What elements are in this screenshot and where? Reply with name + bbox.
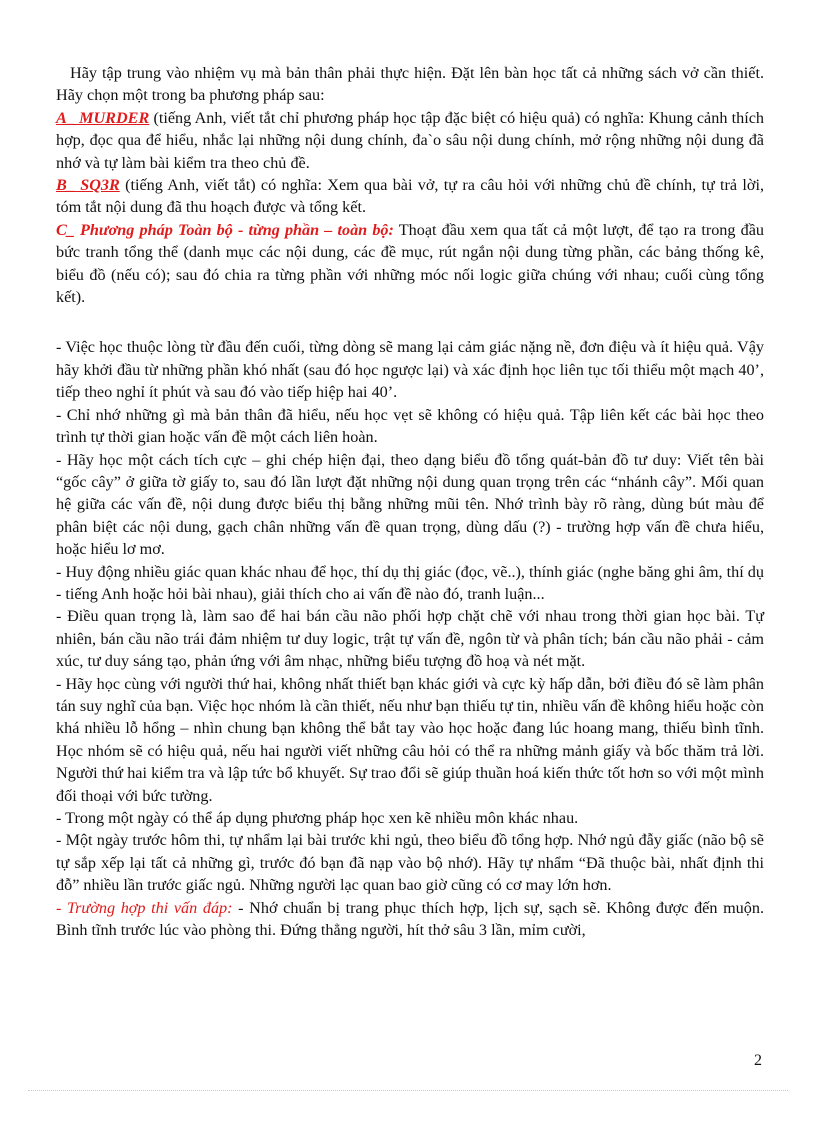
tip-paragraph: - Hãy học cùng với người thứ hai, không nhất thiết bạn khác giới và cực kỳ hấp dẫn, bởi điều đó sẽ làm phân tán suy nghĩ của bạn. Việc học nhóm là cần thiết, nếu như bạn thiếu tự tin, nhiều vấn đề không hiểu hoặc còn khá nhiều lỗ hổng – nhìn chung bạn không thể bắt tay vào học hoặc đang lúc hoang mang, thiếu bình tĩnh. Học nhóm sẽ có hiệu quả, nếu hai người viết những câu hỏi có thể ra những mảnh giấy và bốc thăm trả lời. Người thứ hai kiểm tra và lập tức bổ khuyết. Sự trao đổi sẽ giúp thuần hoá kiến thức tốt hơn so với một mình đối thoại với bức tường. bbox=[56, 674, 764, 805]
oral-exam-text: - Nhớ chuẩn bị trang phục thích hợp, lịch sự, sạch sẽ. Không được đến muộn. Bình tĩnh trước lúc vào phòng thi. Đứng thẳng người, hít thở sâu 3 lần, mỉm cười, bbox=[56, 898, 764, 940]
method-a-label: A_ MURDER bbox=[56, 108, 150, 127]
method-a-paragraph bbox=[56, 107, 764, 174]
method-c-text: Thoạt đầu xem qua tất cả một lượt, để tạo ra trong đầu bức tranh tổng thể (danh mục các nội dung, các đề mục, rút ngắn nội dung từng phần, các bảng thống kê, biểu đồ (nếu có); sau đó chia ra từng phần với những móc nối logic giữa chúng với nhau; cuối cùng tổng kết). bbox=[56, 220, 765, 307]
method-c-label: C_ Phương pháp Toàn bộ - từng phần – toàn bộ: bbox=[56, 220, 394, 239]
method-a-text: (tiếng Anh, viết tắt chỉ phương pháp học tập đặc biệt có hiệu quả) có nghĩa: Khung cảnh thích hợp, đọc qua để hiểu, nhắc lại những nội dung chính, đa`o sâu nội dung chính, mở rộng những nội dung đã nhớ và tự làm bài kiểm tra theo chủ đề. bbox=[56, 108, 765, 172]
tip-paragraph: - Điều quan trọng là, làm sao để hai bán cầu não phối hợp chặt chẽ với nhau trong thời gian học bài. Tự nhiên, bán cầu não trái đảm nhiệm tư duy logic, trật tự vấn đề, ngôn từ và phân tích; bán cầu não phải - cảm xúc, tư duy sáng tạo, phản ứng với âm nhạc, những biểu tượng đồ hoạ và nét mặt. bbox=[56, 607, 764, 671]
method-b-label: B_ SQ3R bbox=[56, 176, 120, 195]
tip-paragraph: - Huy động nhiều giác quan khác nhau để học, thí dụ thị giác (đọc, vẽ..), thính giác (nghe băng ghi âm, thí dụ - tiếng Anh hoặc hỏi bài nhau), giải thích cho ai vấn đề nào đó, tranh luận... bbox=[56, 562, 764, 603]
tip-paragraph: - Chỉ nhớ những gì mà bản thân đã hiểu, nếu học vẹt sẽ không có hiệu quả. Tập liên kết các bài học theo trình tự thời gian hoặc vấn đề một cách liên hoàn. bbox=[56, 405, 764, 447]
intro-paragraph: Hãy tập trung vào nhiệm vụ mà bản thân phải thực hiện. Đặt lên bàn học tất cả những sách vở cần thiết. Hãy chọn một trong ba phương pháp sau: bbox=[56, 64, 764, 105]
tip-paragraph: - Hãy học một cách tích cực – ghi chép hiện đại, theo dạng biểu đồ tổng quát-bản đồ tư duy: Viết tên bài “gốc cây” ở giữa tờ giấy to, sau đó lần lượt đặt những nội dung quan trọng trên các “nhánh cây”. Mối quan hệ giữa các vấn đề, nội dung được biểu thị bằng những mũi tên. Nhớ trình bày rõ ràng, dùng bút màu để phân biệt các nội dung, gạch chân những vấn đề quan trọng, dùng dấu (?) - trường hợp vấn đề chưa hiểu, hoặc hiểu lơ mơ. bbox=[56, 450, 764, 559]
document-body bbox=[56, 62, 764, 941]
tip-paragraph: - Một ngày trước hôm thi, tự nhẩm lại bài trước khi ngủ, theo biểu đồ tổng hợp. Nhớ ngủ đẫy giấc (não bộ sẽ tự sắp xếp lại tất cả những gì, trước đó bạn đã nạp vào bộ nhớ). Hãy tự nhẩm “Đã thuộc bài, nhất định thi đỗ” nhiều lần trước giấc ngủ. Những người lạc quan bao giờ cũng có cơ may lớn hơn. bbox=[56, 831, 764, 895]
method-c-paragraph bbox=[56, 219, 764, 309]
footer-divider bbox=[28, 1090, 788, 1091]
page-number: 2 bbox=[754, 1052, 762, 1069]
paragraph-gap bbox=[56, 308, 764, 336]
oral-exam-label: - Trường hợp thi vấn đáp: bbox=[56, 898, 233, 917]
tip-paragraph: - Việc học thuộc lòng từ đầu đến cuối, từng dòng sẽ mang lại cảm giác nặng nề, đơn điệu và ít hiệu quả. Vậy hãy khởi đầu từ những phần khó nhất (sau đó học ngược lại) và xác định học liên tục tối thiểu một mạch 40’, tiếp theo nghỉ ít phút và sau đó vào tiếp hiệp hai 40’. bbox=[56, 338, 764, 402]
tip-paragraph: - Trong một ngày có thể áp dụng phương pháp học xen kẽ nhiều môn khác nhau. bbox=[56, 809, 579, 827]
oral-exam-paragraph bbox=[56, 897, 764, 942]
method-b-paragraph bbox=[56, 174, 764, 219]
method-b-text: (tiếng Anh, viết tắt) có nghĩa: Xem qua bài vở, tự ra câu hỏi với những chủ đề chính, tự trả lời, tóm tắt nội dung đã thu hoạch được và tổng kết. bbox=[56, 176, 764, 217]
